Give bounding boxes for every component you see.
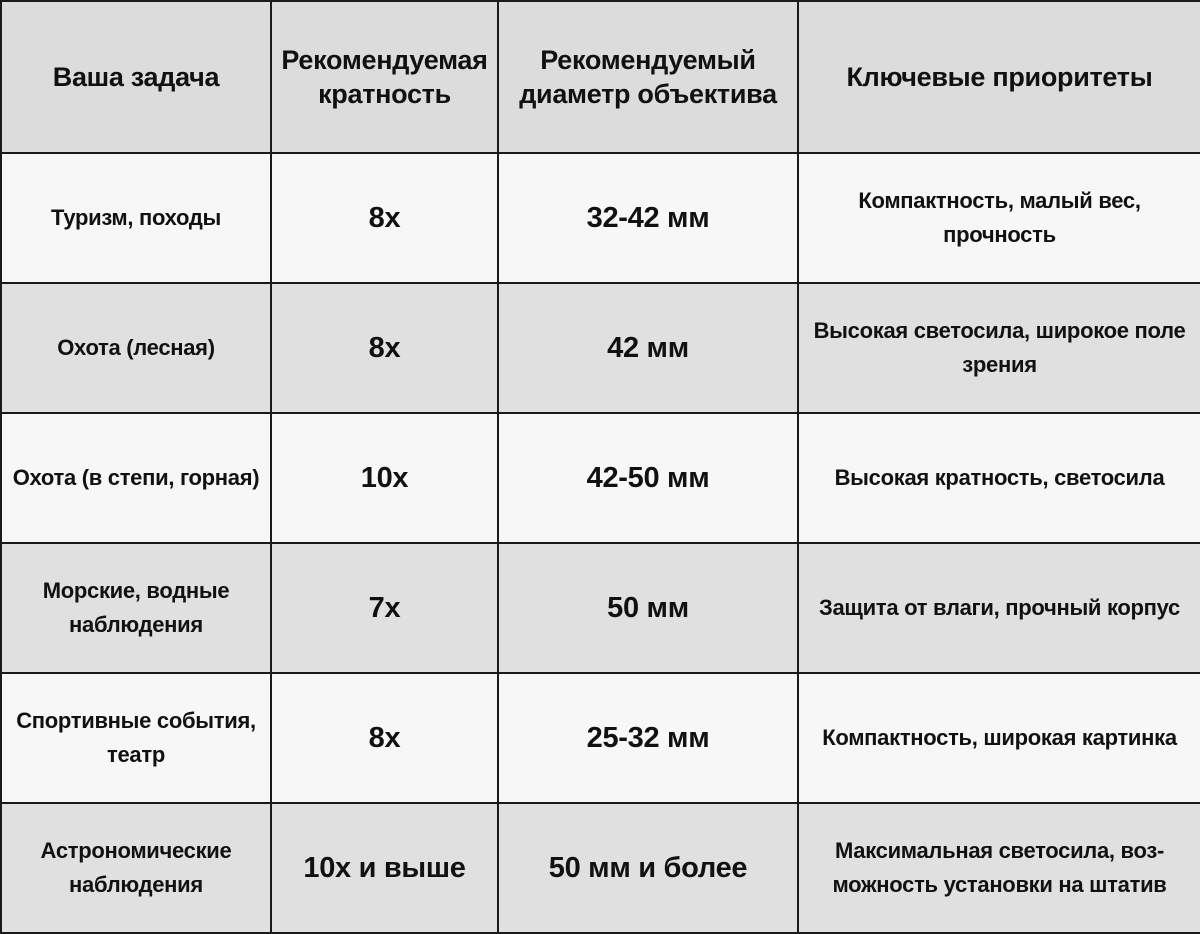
table-body <box>1 153 1200 933</box>
cell-diameter: 32-42 мм <box>498 153 798 283</box>
cell-priorities: Защита от влаги, прочный корпус <box>798 543 1200 673</box>
cell-priorities: Высокая кратность, светосила <box>798 413 1200 543</box>
cell-diameter: 42-50 мм <box>498 413 798 543</box>
cell-diameter: 50 мм <box>498 543 798 673</box>
cell-magnification: 8х <box>271 283 498 413</box>
cell-task: Охота (лесная) <box>1 283 271 413</box>
cell-magnification: 10х <box>271 413 498 543</box>
table-row <box>1 283 1200 413</box>
table-header <box>1 1 1200 153</box>
header-magnification: Рекомендуемая кратность <box>271 1 498 153</box>
header-task: Ваша задача <box>1 1 271 153</box>
cell-task: Туризм, походы <box>1 153 271 283</box>
table-row <box>1 543 1200 673</box>
cell-diameter: 50 мм и более <box>498 803 798 933</box>
table-row <box>1 803 1200 933</box>
header-row <box>1 1 1200 153</box>
cell-magnification: 8х <box>271 673 498 803</box>
cell-diameter: 25-32 мм <box>498 673 798 803</box>
cell-task: Охота (в степи, горная) <box>1 413 271 543</box>
cell-magnification: 10х и выше <box>271 803 498 933</box>
table-row <box>1 413 1200 543</box>
table-row <box>1 153 1200 283</box>
cell-priorities: Компактность, широкая картинка <box>798 673 1200 803</box>
cell-diameter: 42 мм <box>498 283 798 413</box>
header-diameter: Рекомендуемый диаметр объектива <box>498 1 798 153</box>
cell-magnification: 7х <box>271 543 498 673</box>
cell-magnification: 8х <box>271 153 498 283</box>
cell-task: Спортивные события, театр <box>1 673 271 803</box>
cell-priorities: Максимальная светосила, воз-можность установки на штатив <box>798 803 1200 933</box>
cell-task: Астрономические наблюдения <box>1 803 271 933</box>
cell-priorities: Компактность, малый вес, прочность <box>798 153 1200 283</box>
cell-task: Морские, водные наблюдения <box>1 543 271 673</box>
cell-priorities: Высокая светосила, широкое поле зрения <box>798 283 1200 413</box>
header-priorities: Ключевые приоритеты <box>798 1 1200 153</box>
table-row <box>1 673 1200 803</box>
